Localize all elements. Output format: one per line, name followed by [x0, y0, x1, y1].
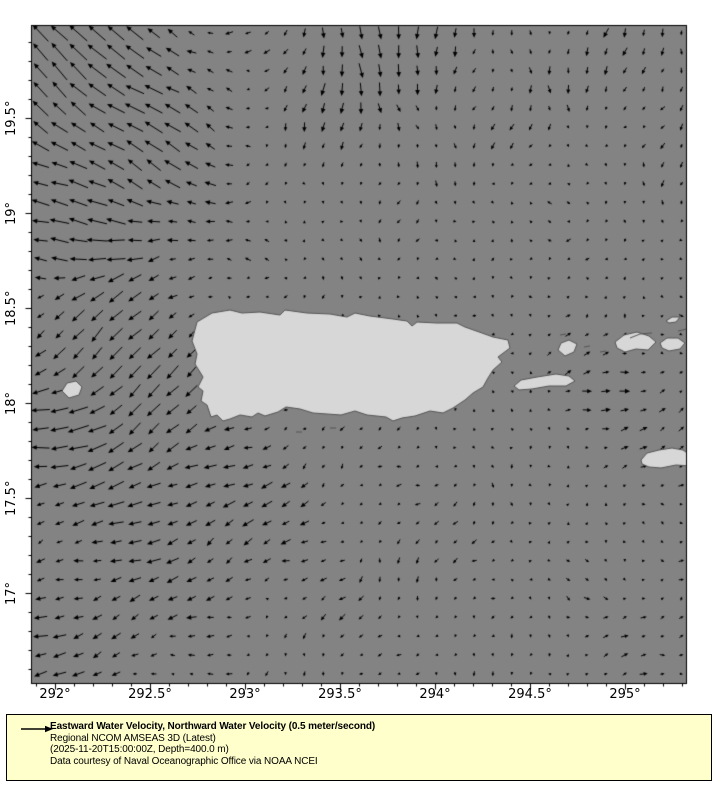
- y-tick-label: 18°: [4, 391, 19, 415]
- x-tick-label: 293.5°: [318, 687, 362, 702]
- legend-box: [6, 714, 712, 781]
- legend-courtesy: Data courtesy of Naval Oceanographic Office via NOAA NCEI: [50, 755, 318, 767]
- y-tick-label: 17°: [4, 581, 19, 605]
- y-tick-label: 17.5°: [4, 480, 19, 516]
- legend-dataset: Regional NCOM AMSEAS 3D (Latest): [50, 732, 216, 744]
- legend-text: [50, 721, 375, 767]
- legend-title: Eastward Water Velocity, Northward Water Velocity (0.5 meter/second): [50, 721, 376, 732]
- x-tick-label: 292°: [39, 687, 71, 702]
- y-tick-label: 18.5°: [4, 290, 19, 326]
- x-tick-label: 293°: [229, 687, 261, 702]
- legend-time-depth: (2025-11-20T15:00:00Z, Depth=400.0 m): [50, 744, 229, 756]
- x-tick-label: 294°: [419, 687, 451, 702]
- x-tick-label: 292.5°: [128, 687, 172, 702]
- y-tick-label: 19.5°: [4, 100, 19, 136]
- x-tick-label: 295°: [609, 687, 641, 702]
- y-tick-label: 19°: [4, 201, 19, 225]
- x-tick-label: 294.5°: [508, 687, 552, 702]
- reference-arrow-icon: [20, 724, 54, 734]
